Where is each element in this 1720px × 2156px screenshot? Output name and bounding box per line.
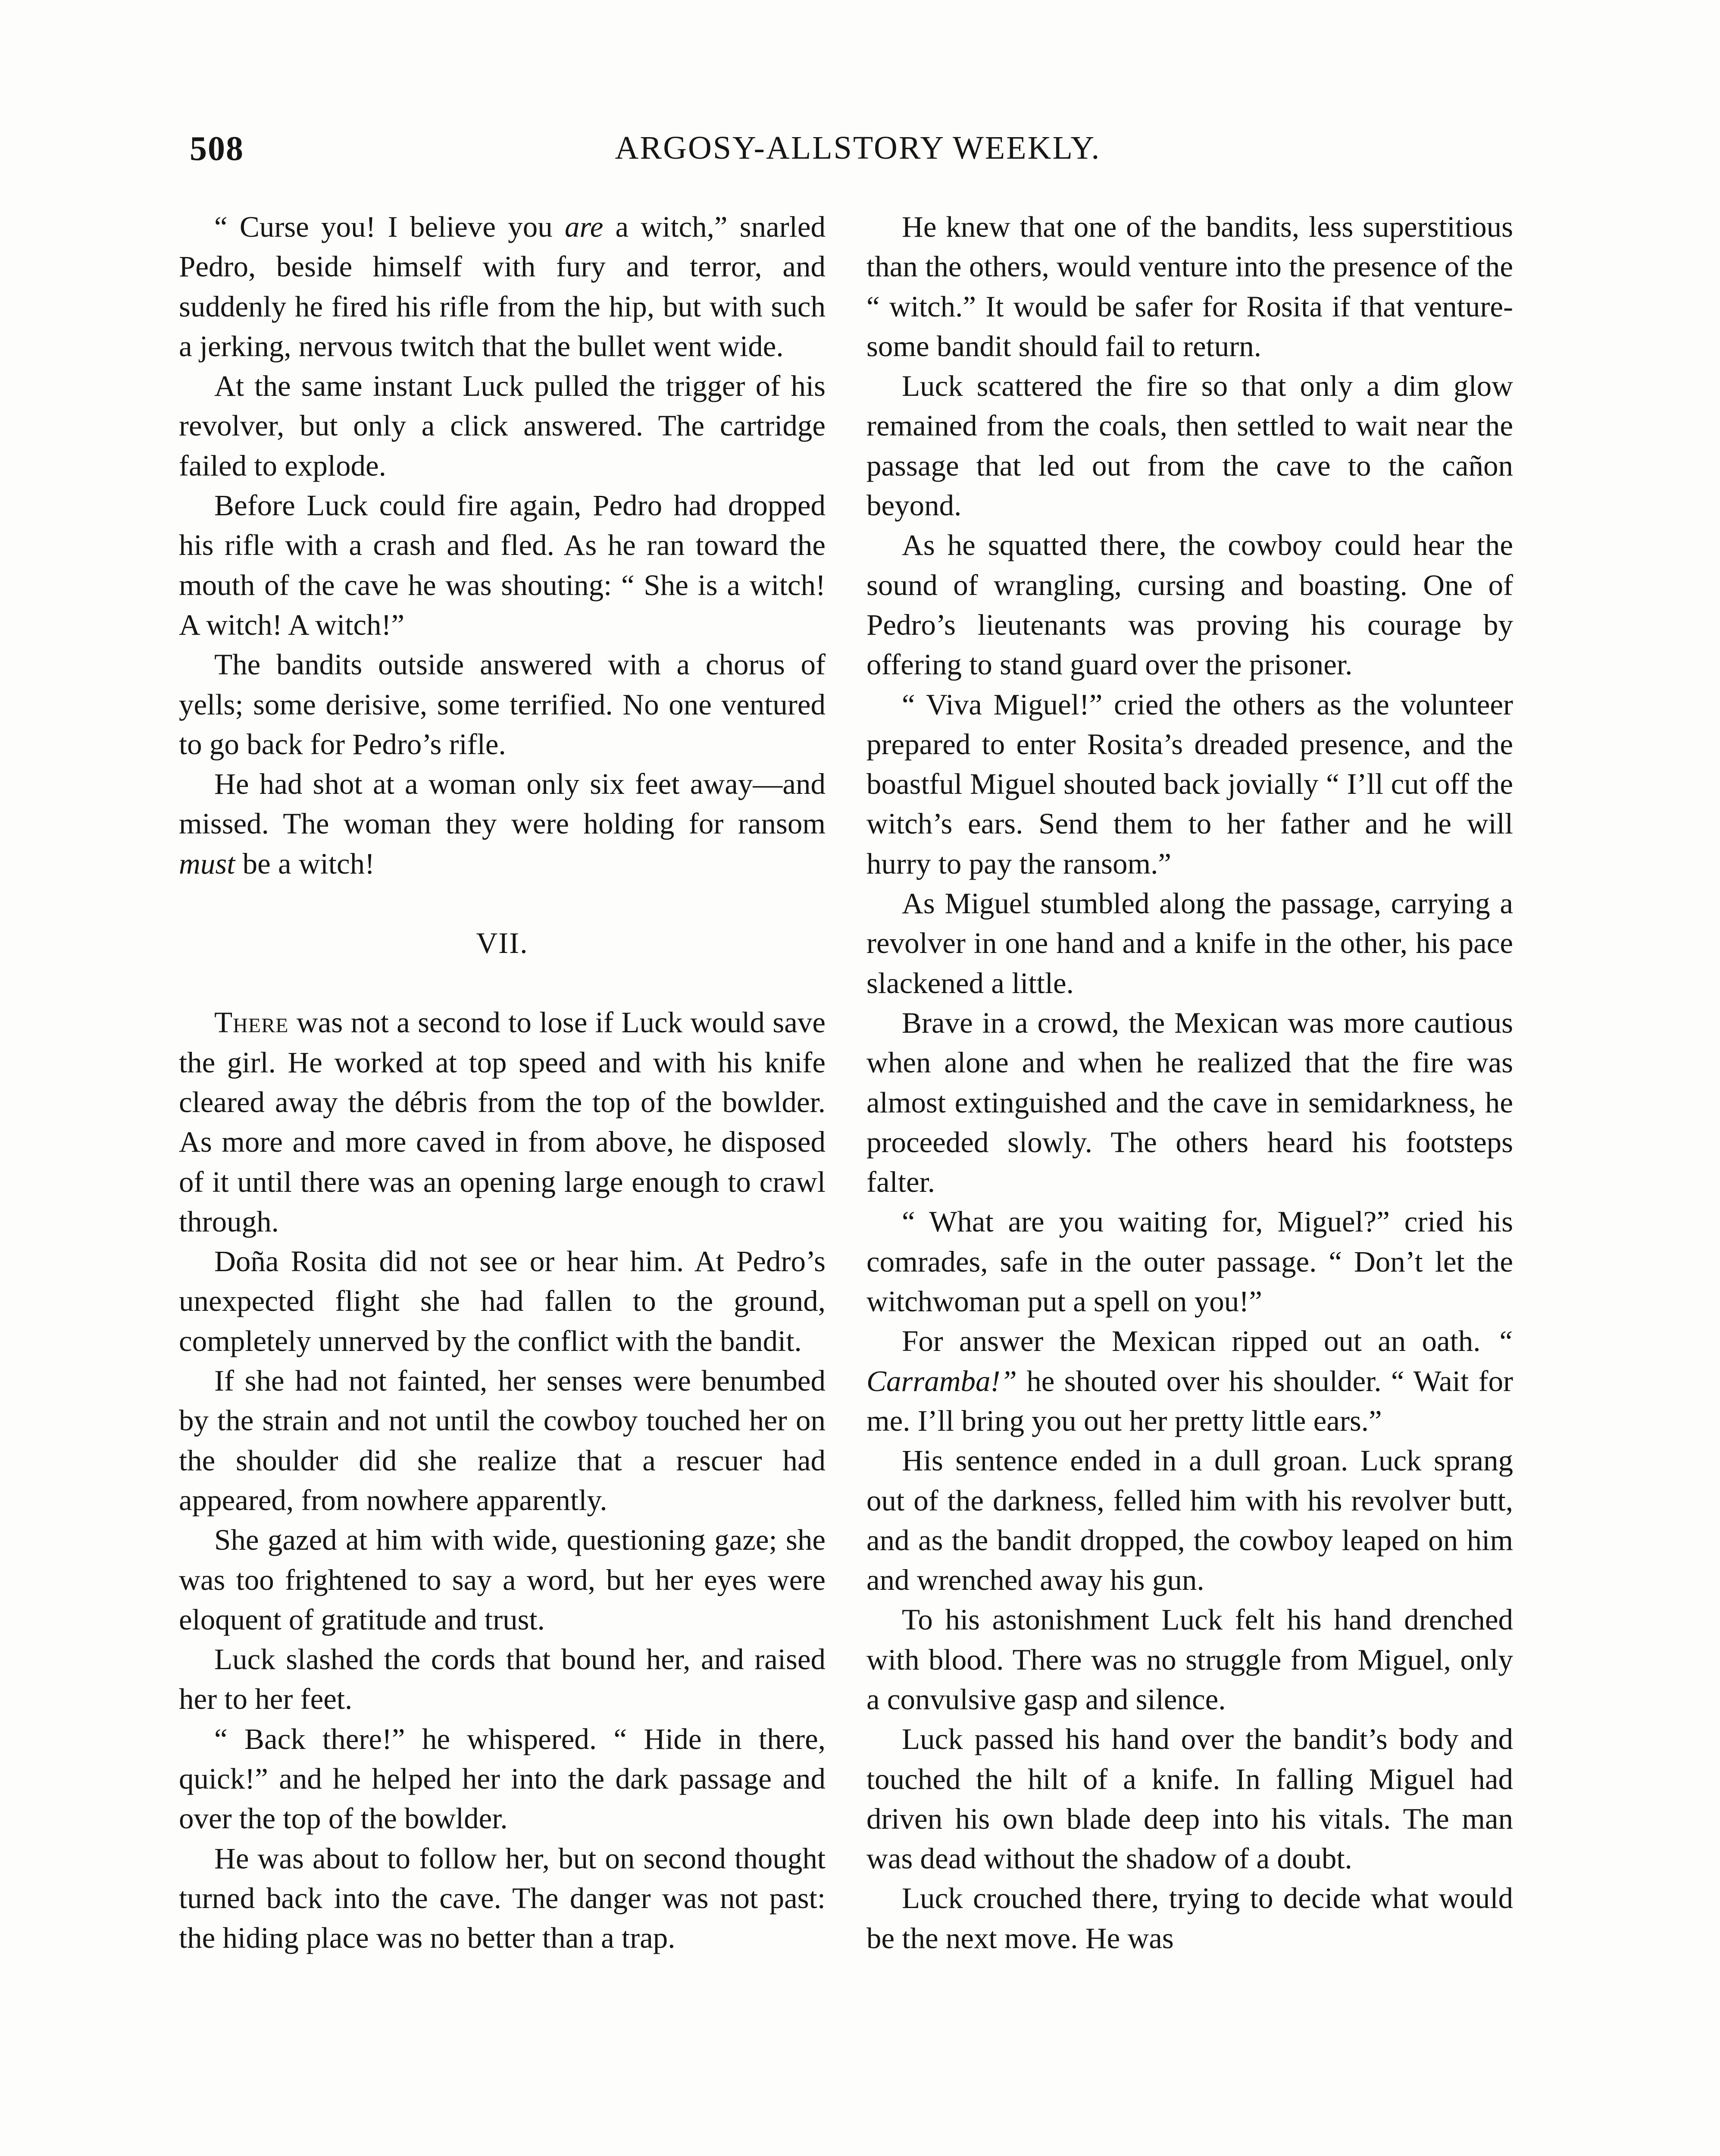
paragraph: Before Luck could fire again, Pedro had dropped his rifle with a crash and fled. As he ran toward the mouth of the cave he was shouting: “ She is a witch! A witch! A witch!” [179, 489, 826, 641]
section-heading: VII. [476, 927, 529, 960]
paragraph: Luck passed his hand over the bandit’s body and touched the hilt of a knife. In falling Miguel had driven his own blade deep into his vitals. The man was dead without the shadow of a doubt. [866, 1723, 1513, 1875]
paragraph: He knew that one of the bandits, less superstitious than the others, would venture into the presence of the “ witch.” It would be safer for Rosita if that venturesome bandit should fail to return. [866, 210, 1513, 363]
paragraph: Brave in a crowd, the Mexican was more cautious when alone and when he realized that the fire was almost extinguished and the cave in semidarkness, he proceeded slowly. The others heard his footsteps falter. [866, 1006, 1513, 1199]
paragraph: For answer the Mexican ripped out an oath. “ Carramba!” he shouted over his shoulder. “ Wait for me. I’ll bring you out her pretty little ears.” [866, 1325, 1513, 1437]
paragraph: There was not a second to lose if Luck would save the girl. He worked at top speed and with his knife cleared away the débris from the top of the bowlder. As more and more caved in from above, he disposed of it until there was an opening large enough to crawl through. [179, 1006, 826, 1238]
paragraph: If she had not fainted, her senses were benumbed by the strain and not until the cowboy touched her on the shoulder did she realize that a rescuer had appeared, from nowhere apparently. [179, 1364, 826, 1517]
paragraph: Luck slashed the cords that bound her, and raised her to her feet. [179, 1643, 826, 1716]
paragraph: “ Back there!” he whispered. “ Hide in there, quick!” and he helped her into the dark passage and over the top of the bowlder. [179, 1722, 826, 1835]
paragraph: To his astonishment Luck felt his hand drenched with blood. There was no struggle from Miguel, only a convulsive gasp and silence. [866, 1603, 1513, 1716]
paragraph: Luck crouched there, trying to decide what would be the next move. He was [866, 1882, 1513, 1955]
paragraph: The bandits outside answered with a chorus of yells; some derisive, some terrified. No one ventured to go back for Pedro’s rifle. [179, 648, 826, 761]
page-number: 508 [190, 130, 244, 168]
page-header [190, 125, 1526, 177]
paragraph: “ Viva Miguel!” cried the others as the volunteer prepared to enter Rosita’s dreaded presence, and the boastful Miguel shouted back jovially “ I’ll cut off the witch’s ears. Send them to her father and he will hurry to pay the ransom.” [866, 688, 1513, 880]
paragraph: Luck scattered the fire so that only a dim glow remained from the coals, then settled to wait near the passage that led out from the cave to the cañon beyond. [866, 370, 1513, 522]
paragraph: As Miguel stumbled along the passage, carrying a revolver in one hand and a knife in the other, his pace slackened a little. [866, 887, 1513, 1000]
paragraph: Doña Rosita did not see or hear him. At Pedro’s unexpected flight she had fallen to the ground, completely unnerved by the conflict with the bandit. [179, 1245, 826, 1357]
paragraph: She gazed at him with wide, questioning gaze; she was too frightened to say a word, but her eyes were eloquent of gratitude and trust. [179, 1523, 826, 1636]
paragraph: As he squatted there, the cowboy could hear the sound of wrangling, cursing and boasting. One of Pedro’s lieutenants was proving his courage by offering to stand guard over the prisoner. [866, 529, 1513, 681]
right-column [866, 207, 1513, 1958]
left-column [179, 207, 826, 1958]
paragraph: His sentence ended in a dull groan. Luck sprang out of the darkness, felled him with his revolver butt, and as the bandit dropped, the cowboy leaped on him and wrenched away his gun. [866, 1444, 1513, 1597]
paragraph: He had shot at a woman only six feet away—and missed. The woman they were holding for ransom must be a witch! [179, 768, 826, 880]
paragraph: At the same instant Luck pulled the trigger of his revolver, but only a click answered. The cartridge failed to explode. [179, 370, 826, 482]
paragraph: “ What are you waiting for, Miguel?” cried his comrades, safe in the outer passage. “ Don’t let the witchwoman put a spell on you!” [866, 1205, 1513, 1318]
paragraph: He was about to follow her, but on second thought turned back into the cave. The danger was not past: the hiding place was no better than a trap. [179, 1842, 826, 1955]
running-title: ARGOSY-ALLSTORY WEEKLY. [615, 130, 1101, 166]
paragraph: “ Curse you! I believe you are a witch,” snarled Pedro, beside himself with fury and terror, and suddenly he fired his rifle from the hip, but with such a jerking, nervous twitch that the bullet went wide. [179, 210, 826, 363]
